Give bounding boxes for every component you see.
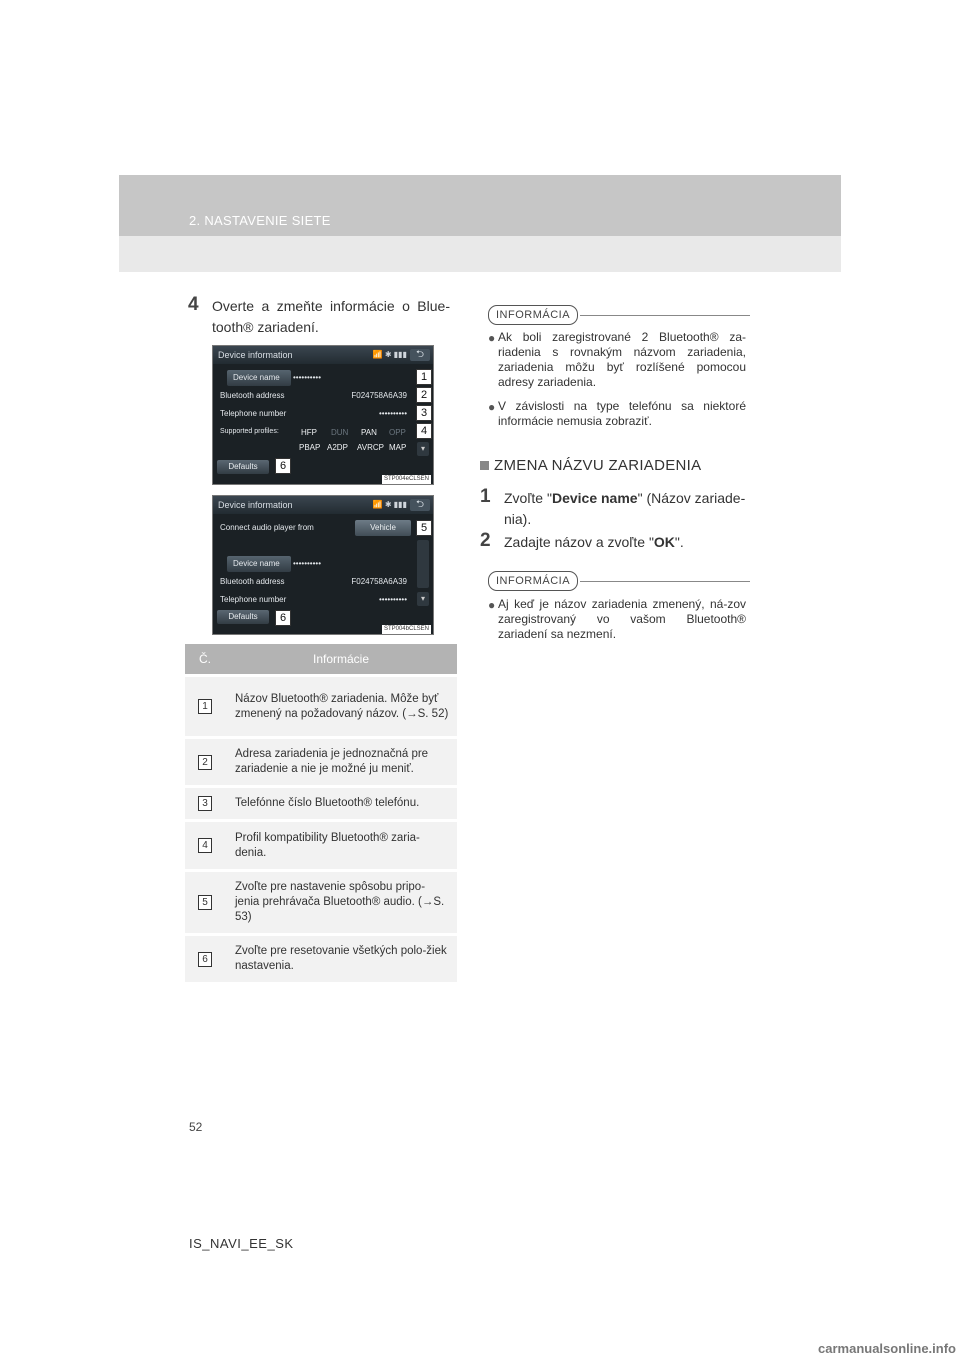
step-2: 2 Zadajte názov a zvoľte "OK".: [480, 530, 684, 551]
screen-title: Device information: [218, 350, 293, 360]
callout-6: 6: [275, 610, 291, 626]
back-icon[interactable]: ⮌: [410, 499, 430, 511]
screen-title-bar: [213, 346, 433, 364]
device-name-value: ••••••••••: [293, 559, 322, 568]
row-text: Telefónne číslo Bluetooth® telefónu.: [225, 787, 457, 821]
scrollbar[interactable]: [417, 540, 429, 588]
table-row: [185, 871, 457, 935]
callout-2: 2: [416, 387, 432, 403]
table-header-info: Informácie: [225, 644, 457, 676]
scroll-down-icon[interactable]: ▾: [417, 592, 429, 606]
profile-pbap: PBAP: [299, 443, 321, 452]
defaults-button[interactable]: Defaults: [217, 610, 269, 624]
telephone-value: ••••••••••: [378, 595, 407, 604]
profile-hfp: HFP: [301, 428, 317, 437]
row-text: Adresa zariadenia je jednoznačná pre zariadenie a nie je možné ju meniť.: [225, 738, 457, 787]
row-number: 2: [198, 755, 212, 770]
vehicle-button[interactable]: Vehicle: [355, 520, 411, 536]
page-number: 52: [189, 1120, 203, 1134]
table-row: [185, 821, 457, 871]
profile-avrcp: AVRCP: [357, 443, 384, 452]
table-row: [185, 787, 457, 821]
telephone-row: Telephone number ••••••••••: [217, 406, 411, 422]
step-4: [188, 296, 450, 338]
info-bullet: ● Aj keď je názov zariadenia zmenený, ná-zov zaregistrovaný vo vašom Bluetooth® zariadení sa nezmení.: [488, 597, 746, 641]
telephone-value: ••••••••••: [378, 409, 407, 418]
screen-title: Device information: [218, 500, 293, 510]
profiles-row: Supported profiles:: [220, 428, 279, 435]
screen-title-bar: [213, 496, 433, 514]
profile-map: MAP: [389, 443, 407, 452]
information-table: [185, 644, 457, 982]
callout-3: 3: [416, 405, 432, 421]
info-bullet: ● Ak boli zaregistrované 2 Bluetooth® za-riadenia s rovnakým názvom zariadenia, zariadenia môžu byť rozlíšené pomocou adresy zariadenia.: [488, 330, 746, 389]
row-number: 6: [198, 952, 212, 967]
row-number: 1: [198, 699, 212, 714]
device-name-label: Device name: [551, 490, 638, 506]
row-text: Profil kompatibility Bluetooth® zaria-denia.: [225, 821, 457, 871]
row-text: Zvoľte pre resetovanie všetkých polo-žiek nastavenia.: [225, 935, 457, 983]
status-icons: 📶 ✱ ▮▮▮: [372, 500, 407, 509]
status-icons: 📶 ✱ ▮▮▮: [372, 350, 407, 359]
connect-audio-row: Connect audio player from: [220, 523, 314, 532]
callout-4: 4: [416, 423, 432, 439]
info-badge: INFORMÁCIA: [488, 571, 578, 591]
back-icon[interactable]: ⮌: [410, 349, 430, 361]
screen-device-information-2: [212, 495, 434, 635]
ok-label: OK: [653, 534, 675, 550]
profile-opp: OPP: [389, 428, 406, 437]
profile-dun: DUN: [331, 428, 349, 437]
row-number: 3: [198, 796, 212, 811]
header-subband: [119, 236, 841, 272]
bt-address-value: F024758A6A39: [351, 577, 407, 586]
table-header-no: Č.: [185, 644, 225, 676]
step-text: Overte a zmeňte informácie o Blue-tooth® zariadení.: [212, 298, 450, 335]
bt-address-value: F024758A6A39: [351, 391, 407, 400]
watermark: carmanualsonline.info: [818, 1341, 956, 1356]
defaults-button[interactable]: Defaults: [217, 460, 269, 474]
callout-1: 1: [416, 369, 432, 385]
table-row: [185, 676, 457, 738]
bt-address-row: Bluetooth address F024758A6A39: [217, 574, 411, 590]
bt-address-row: Bluetooth address F024758A6A39: [217, 388, 411, 404]
info-badge: INFORMÁCIA: [488, 305, 578, 325]
callout-5: 5: [416, 520, 432, 536]
device-name-button[interactable]: Device name: [227, 556, 291, 572]
step-1: 1 Zvoľte "Device name" (Názov zariade-nia).: [480, 486, 746, 527]
bullet-dot-icon: ●: [488, 598, 496, 612]
table-row: [185, 738, 457, 787]
info-divider: [580, 581, 750, 582]
section-heading: ZMENA NÁZVU ZARIADENIA: [480, 457, 701, 474]
step-number: 2: [480, 530, 491, 551]
bullet-dot-icon: ●: [488, 400, 496, 414]
device-name-value: ••••••••••: [293, 373, 322, 382]
section-square-icon: [480, 461, 489, 470]
scroll-down-icon[interactable]: ▾: [417, 442, 429, 456]
profile-pan: PAN: [361, 428, 377, 437]
table-row: [185, 935, 457, 983]
image-code: STP004bCLSEN: [383, 626, 429, 632]
row-number: 5: [198, 895, 212, 910]
footer-code: IS_NAVI_EE_SK: [189, 1236, 294, 1251]
row-text: Zvoľte pre nastavenie spôsobu pripo-jenia prehrávača Bluetooth® audio. (→S. 53): [225, 871, 457, 935]
info-bullet: ● V závislosti na type telefónu sa niektoré informácie nemusia zobraziť.: [488, 399, 746, 428]
section-header-title: 2. NASTAVENIE SIETE: [189, 213, 331, 228]
row-text: Názov Bluetooth® zariadenia. Môže byť zmenený na požadovaný názov. (→S. 52): [225, 676, 457, 738]
device-name-button[interactable]: Device name: [227, 370, 291, 386]
row-number: 4: [198, 838, 212, 853]
info-divider: [580, 315, 750, 316]
image-code: STP004eCLSEN: [383, 476, 429, 482]
profile-a2dp: A2DP: [327, 443, 348, 452]
bullet-dot-icon: ●: [488, 331, 496, 345]
telephone-row: Telephone number ••••••••••: [217, 592, 411, 608]
step-number: 4: [188, 294, 199, 315]
screen-device-information-1: [212, 345, 434, 485]
callout-6: 6: [275, 458, 291, 474]
step-number: 1: [480, 486, 491, 507]
